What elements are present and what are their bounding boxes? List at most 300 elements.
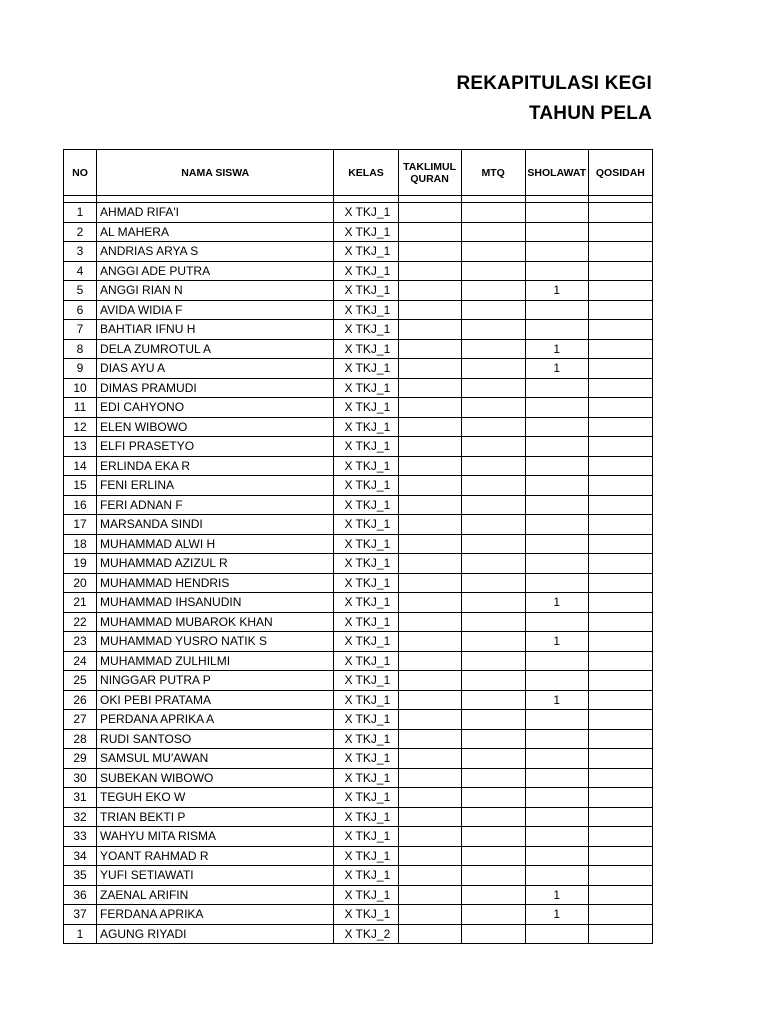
cell-mtq (461, 417, 525, 437)
cell-nama-siswa: AVIDA WIDIA F (97, 300, 334, 320)
cell-no: 30 (64, 768, 97, 788)
cell-kelas: X TKJ_1 (334, 749, 398, 769)
cell-taklimul-quran (398, 846, 461, 866)
cell-sholawat (525, 495, 588, 515)
cell-nama-siswa: MUHAMMAD YUSRO NATIK S (97, 632, 334, 652)
cell-mtq (461, 710, 525, 730)
table-row (64, 612, 653, 632)
cell-qosidah (588, 417, 652, 437)
cell-kelas: X TKJ_1 (334, 378, 398, 398)
cell-qosidah (588, 788, 652, 808)
cell-no: 10 (64, 378, 97, 398)
cell-nama-siswa: SUBEKAN WIBOWO (97, 768, 334, 788)
cell-qosidah (588, 690, 652, 710)
header-nama-siswa: NAMA SISWA (97, 150, 334, 196)
cell-mtq (461, 573, 525, 593)
cell-taklimul-quran (398, 515, 461, 535)
cell-kelas: X TKJ_1 (334, 710, 398, 730)
cell-nama-siswa: ANGGI ADE PUTRA (97, 261, 334, 281)
cell-mtq (461, 593, 525, 613)
cell-qosidah (588, 807, 652, 827)
cell-sholawat (525, 261, 588, 281)
cell-no: 29 (64, 749, 97, 769)
cell-mtq (461, 320, 525, 340)
spacer-cell (97, 196, 334, 203)
cell-taklimul-quran (398, 534, 461, 554)
table-row (64, 573, 653, 593)
cell-no: 11 (64, 398, 97, 418)
cell-sholawat: 1 (525, 593, 588, 613)
cell-sholawat (525, 768, 588, 788)
cell-sholawat (525, 573, 588, 593)
cell-mtq (461, 827, 525, 847)
cell-nama-siswa: AHMAD RIFA'I (97, 203, 334, 223)
cell-taklimul-quran (398, 320, 461, 340)
cell-taklimul-quran (398, 203, 461, 223)
table-row (64, 827, 653, 847)
cell-kelas: X TKJ_1 (334, 768, 398, 788)
cell-qosidah (588, 359, 652, 379)
cell-kelas: X TKJ_1 (334, 300, 398, 320)
cell-taklimul-quran (398, 242, 461, 262)
cell-nama-siswa: AGUNG RIYADI (97, 924, 334, 944)
table-row (64, 203, 653, 223)
cell-no: 36 (64, 885, 97, 905)
cell-nama-siswa: MUHAMMAD ZULHILMI (97, 651, 334, 671)
cell-mtq (461, 671, 525, 691)
cell-taklimul-quran (398, 768, 461, 788)
cell-kelas: X TKJ_1 (334, 359, 398, 379)
cell-taklimul-quran (398, 612, 461, 632)
cell-taklimul-quran (398, 671, 461, 691)
header-sholawat: SHOLAWAT (525, 150, 588, 196)
cell-no: 34 (64, 846, 97, 866)
cell-kelas: X TKJ_1 (334, 690, 398, 710)
cell-no: 22 (64, 612, 97, 632)
cell-mtq (461, 690, 525, 710)
cell-sholawat (525, 456, 588, 476)
cell-qosidah (588, 339, 652, 359)
cell-kelas: X TKJ_1 (334, 515, 398, 535)
table-row (64, 866, 653, 886)
cell-nama-siswa: TRIAN BEKTI P (97, 807, 334, 827)
cell-no: 14 (64, 456, 97, 476)
cell-nama-siswa: ANDRIAS ARYA S (97, 242, 334, 262)
cell-taklimul-quran (398, 788, 461, 808)
cell-no: 16 (64, 495, 97, 515)
cell-mtq (461, 378, 525, 398)
cell-mtq (461, 749, 525, 769)
cell-nama-siswa: ELFI PRASETYO (97, 437, 334, 457)
cell-sholawat: 1 (525, 905, 588, 925)
cell-qosidah (588, 885, 652, 905)
cell-no: 37 (64, 905, 97, 925)
cell-taklimul-quran (398, 495, 461, 515)
cell-sholawat: 1 (525, 339, 588, 359)
cell-kelas: X TKJ_1 (334, 788, 398, 808)
cell-qosidah (588, 749, 652, 769)
cell-mtq (461, 222, 525, 242)
cell-taklimul-quran (398, 456, 461, 476)
cell-no: 7 (64, 320, 97, 340)
cell-nama-siswa: FERI ADNAN F (97, 495, 334, 515)
cell-qosidah (588, 495, 652, 515)
cell-taklimul-quran (398, 554, 461, 574)
header-mtq: MTQ (461, 150, 525, 196)
cell-qosidah (588, 632, 652, 652)
cell-qosidah (588, 476, 652, 496)
cell-qosidah (588, 222, 652, 242)
cell-taklimul-quran (398, 359, 461, 379)
cell-nama-siswa: YUFI SETIAWATI (97, 866, 334, 886)
cell-nama-siswa: DELA ZUMROTUL A (97, 339, 334, 359)
cell-sholawat: 1 (525, 690, 588, 710)
cell-sholawat (525, 612, 588, 632)
header-kelas: KELAS (334, 150, 398, 196)
cell-taklimul-quran (398, 749, 461, 769)
table-row (64, 788, 653, 808)
table-row (64, 554, 653, 574)
cell-taklimul-quran (398, 398, 461, 418)
cell-taklimul-quran (398, 476, 461, 496)
cell-no: 3 (64, 242, 97, 262)
cell-nama-siswa: ZAENAL ARIFIN (97, 885, 334, 905)
cell-no: 5 (64, 281, 97, 301)
cell-taklimul-quran (398, 417, 461, 437)
cell-qosidah (588, 768, 652, 788)
table-row (64, 242, 653, 262)
cell-no: 2 (64, 222, 97, 242)
cell-kelas: X TKJ_1 (334, 339, 398, 359)
cell-mtq (461, 554, 525, 574)
spacer-cell (398, 196, 461, 203)
cell-qosidah (588, 573, 652, 593)
cell-nama-siswa: EDI CAHYONO (97, 398, 334, 418)
cell-sholawat (525, 534, 588, 554)
cell-mtq (461, 807, 525, 827)
cell-kelas: X TKJ_1 (334, 476, 398, 496)
cell-sholawat (525, 437, 588, 457)
cell-qosidah (588, 924, 652, 944)
report-subtitle: TAHUN PELA (528, 103, 652, 124)
spacer-cell (461, 196, 525, 203)
cell-nama-siswa: PERDANA APRIKA A (97, 710, 334, 730)
cell-kelas: X TKJ_1 (334, 593, 398, 613)
cell-mtq (461, 339, 525, 359)
cell-taklimul-quran (398, 905, 461, 925)
cell-no: 27 (64, 710, 97, 730)
cell-mtq (461, 515, 525, 535)
cell-kelas: X TKJ_1 (334, 495, 398, 515)
cell-sholawat (525, 671, 588, 691)
cell-qosidah (588, 671, 652, 691)
cell-mtq (461, 398, 525, 418)
table-row (64, 593, 653, 613)
cell-kelas: X TKJ_1 (334, 632, 398, 652)
cell-sholawat (525, 846, 588, 866)
cell-sholawat (525, 476, 588, 496)
table-row (64, 515, 653, 535)
cell-sholawat (525, 554, 588, 574)
cell-sholawat (525, 242, 588, 262)
cell-qosidah (588, 729, 652, 749)
cell-no: 33 (64, 827, 97, 847)
cell-nama-siswa: MUHAMMAD ALWI H (97, 534, 334, 554)
table-row (64, 261, 653, 281)
cell-kelas: X TKJ_1 (334, 846, 398, 866)
cell-mtq (461, 300, 525, 320)
cell-mtq (461, 437, 525, 457)
cell-kelas: X TKJ_1 (334, 437, 398, 457)
cell-no: 26 (64, 690, 97, 710)
table-row (64, 729, 653, 749)
cell-sholawat (525, 222, 588, 242)
cell-kelas: X TKJ_1 (334, 554, 398, 574)
cell-no: 6 (64, 300, 97, 320)
table-row (64, 378, 653, 398)
cell-nama-siswa: NINGGAR PUTRA P (97, 671, 334, 691)
cell-qosidah (588, 593, 652, 613)
cell-mtq (461, 846, 525, 866)
cell-nama-siswa: BAHTIAR IFNU H (97, 320, 334, 340)
cell-qosidah (588, 203, 652, 223)
cell-qosidah (588, 515, 652, 535)
table-row (64, 398, 653, 418)
cell-taklimul-quran (398, 632, 461, 652)
cell-qosidah (588, 320, 652, 340)
cell-mtq (461, 866, 525, 886)
cell-sholawat (525, 729, 588, 749)
spacer-cell (334, 196, 398, 203)
cell-sholawat: 1 (525, 885, 588, 905)
cell-taklimul-quran (398, 573, 461, 593)
cell-nama-siswa: YOANT RAHMAD R (97, 846, 334, 866)
header-no: NO (64, 150, 97, 196)
cell-qosidah (588, 398, 652, 418)
table-row (64, 924, 653, 944)
cell-no: 4 (64, 261, 97, 281)
cell-taklimul-quran (398, 866, 461, 886)
cell-kelas: X TKJ_1 (334, 807, 398, 827)
cell-kelas: X TKJ_1 (334, 456, 398, 476)
table-row (64, 710, 653, 730)
cell-sholawat (525, 378, 588, 398)
cell-no: 24 (64, 651, 97, 671)
cell-no: 20 (64, 573, 97, 593)
cell-taklimul-quran (398, 729, 461, 749)
cell-nama-siswa: AL MAHERA (97, 222, 334, 242)
cell-sholawat (525, 924, 588, 944)
table-row (64, 846, 653, 866)
cell-sholawat (525, 398, 588, 418)
cell-kelas: X TKJ_1 (334, 573, 398, 593)
cell-nama-siswa: MARSANDA SINDI (97, 515, 334, 535)
cell-no: 1 (64, 924, 97, 944)
table-row (64, 671, 653, 691)
cell-mtq (461, 612, 525, 632)
cell-sholawat (525, 749, 588, 769)
cell-kelas: X TKJ_1 (334, 242, 398, 262)
cell-kelas: X TKJ_1 (334, 417, 398, 437)
cell-nama-siswa: MUHAMMAD MUBAROK KHAN (97, 612, 334, 632)
cell-mtq (461, 476, 525, 496)
cell-qosidah (588, 534, 652, 554)
cell-taklimul-quran (398, 281, 461, 301)
table-row (64, 359, 653, 379)
cell-mtq (461, 203, 525, 223)
cell-qosidah (588, 554, 652, 574)
cell-no: 1 (64, 203, 97, 223)
table-row (64, 768, 653, 788)
cell-mtq (461, 281, 525, 301)
cell-mtq (461, 534, 525, 554)
cell-nama-siswa: SAMSUL MU'AWAN (97, 749, 334, 769)
spacer-cell (588, 196, 652, 203)
cell-sholawat: 1 (525, 359, 588, 379)
table-row (64, 320, 653, 340)
cell-nama-siswa: ERLINDA EKA R (97, 456, 334, 476)
cell-qosidah (588, 710, 652, 730)
cell-kelas: X TKJ_1 (334, 534, 398, 554)
cell-mtq (461, 905, 525, 925)
cell-mtq (461, 885, 525, 905)
cell-nama-siswa: ELEN WIBOWO (97, 417, 334, 437)
cell-nama-siswa: FERDANA APRIKA (97, 905, 334, 925)
spacer-cell (64, 196, 97, 203)
cell-no: 31 (64, 788, 97, 808)
table-row (64, 749, 653, 769)
cell-mtq (461, 495, 525, 515)
cell-kelas: X TKJ_2 (334, 924, 398, 944)
cell-kelas: X TKJ_1 (334, 398, 398, 418)
cell-mtq (461, 456, 525, 476)
cell-no: 35 (64, 866, 97, 886)
cell-no: 32 (64, 807, 97, 827)
table-row (64, 437, 653, 457)
cell-nama-siswa: ANGGI RIAN N (97, 281, 334, 301)
cell-mtq (461, 359, 525, 379)
cell-kelas: X TKJ_1 (334, 885, 398, 905)
cell-no: 19 (64, 554, 97, 574)
cell-no: 25 (64, 671, 97, 691)
cell-sholawat (525, 203, 588, 223)
table-header-row (64, 150, 653, 196)
cell-nama-siswa: DIMAS PRAMUDI (97, 378, 334, 398)
cell-nama-siswa: OKI PEBI PRATAMA (97, 690, 334, 710)
cell-kelas: X TKJ_1 (334, 261, 398, 281)
cell-taklimul-quran (398, 261, 461, 281)
cell-nama-siswa: MUHAMMAD AZIZUL R (97, 554, 334, 574)
cell-no: 15 (64, 476, 97, 496)
cell-kelas: X TKJ_1 (334, 866, 398, 886)
cell-taklimul-quran (398, 710, 461, 730)
cell-qosidah (588, 866, 652, 886)
cell-qosidah (588, 242, 652, 262)
cell-taklimul-quran (398, 651, 461, 671)
cell-qosidah (588, 651, 652, 671)
cell-mtq (461, 924, 525, 944)
cell-taklimul-quran (398, 378, 461, 398)
cell-kelas: X TKJ_1 (334, 320, 398, 340)
cell-taklimul-quran (398, 437, 461, 457)
cell-sholawat (525, 515, 588, 535)
cell-mtq (461, 788, 525, 808)
table-row (64, 651, 653, 671)
cell-mtq (461, 729, 525, 749)
cell-kelas: X TKJ_1 (334, 203, 398, 223)
table-row (64, 222, 653, 242)
cell-no: 17 (64, 515, 97, 535)
cell-kelas: X TKJ_1 (334, 905, 398, 925)
cell-taklimul-quran (398, 593, 461, 613)
cell-taklimul-quran (398, 807, 461, 827)
cell-no: 23 (64, 632, 97, 652)
cell-sholawat (525, 866, 588, 886)
table-row (64, 885, 653, 905)
table-row (64, 417, 653, 437)
cell-qosidah (588, 300, 652, 320)
cell-sholawat: 1 (525, 281, 588, 301)
cell-nama-siswa: WAHYU MITA RISMA (97, 827, 334, 847)
cell-taklimul-quran (398, 339, 461, 359)
cell-sholawat (525, 651, 588, 671)
cell-nama-siswa: FENI ERLINA (97, 476, 334, 496)
cell-kelas: X TKJ_1 (334, 612, 398, 632)
cell-no: 21 (64, 593, 97, 613)
cell-nama-siswa: DIAS AYU A (97, 359, 334, 379)
cell-no: 18 (64, 534, 97, 554)
table-row (64, 495, 653, 515)
table-row (64, 690, 653, 710)
cell-qosidah (588, 612, 652, 632)
header-taklimul-quran: TAKLIMUL QURAN (398, 150, 461, 196)
cell-nama-siswa: MUHAMMAD IHSANUDIN (97, 593, 334, 613)
cell-no: 28 (64, 729, 97, 749)
table-row (64, 534, 653, 554)
table-row (64, 807, 653, 827)
cell-kelas: X TKJ_1 (334, 222, 398, 242)
cell-taklimul-quran (398, 885, 461, 905)
cell-nama-siswa: MUHAMMAD HENDRIS (97, 573, 334, 593)
cell-mtq (461, 261, 525, 281)
cell-qosidah (588, 905, 652, 925)
table-row (64, 905, 653, 925)
cell-sholawat (525, 300, 588, 320)
cell-nama-siswa: TEGUH EKO W (97, 788, 334, 808)
cell-mtq (461, 632, 525, 652)
cell-qosidah (588, 456, 652, 476)
recap-table (63, 149, 653, 944)
cell-no: 13 (64, 437, 97, 457)
cell-nama-siswa: RUDI SANTOSO (97, 729, 334, 749)
cell-kelas: X TKJ_1 (334, 651, 398, 671)
table-row (64, 632, 653, 652)
cell-taklimul-quran (398, 827, 461, 847)
cell-qosidah (588, 261, 652, 281)
cell-qosidah (588, 827, 652, 847)
report-title: REKAPITULASI KEGI (456, 73, 652, 94)
table-row (64, 339, 653, 359)
cell-taklimul-quran (398, 222, 461, 242)
cell-kelas: X TKJ_1 (334, 827, 398, 847)
spacer-row (64, 196, 653, 203)
table-row (64, 456, 653, 476)
cell-sholawat (525, 788, 588, 808)
cell-no: 12 (64, 417, 97, 437)
cell-qosidah (588, 437, 652, 457)
cell-kelas: X TKJ_1 (334, 671, 398, 691)
cell-taklimul-quran (398, 924, 461, 944)
